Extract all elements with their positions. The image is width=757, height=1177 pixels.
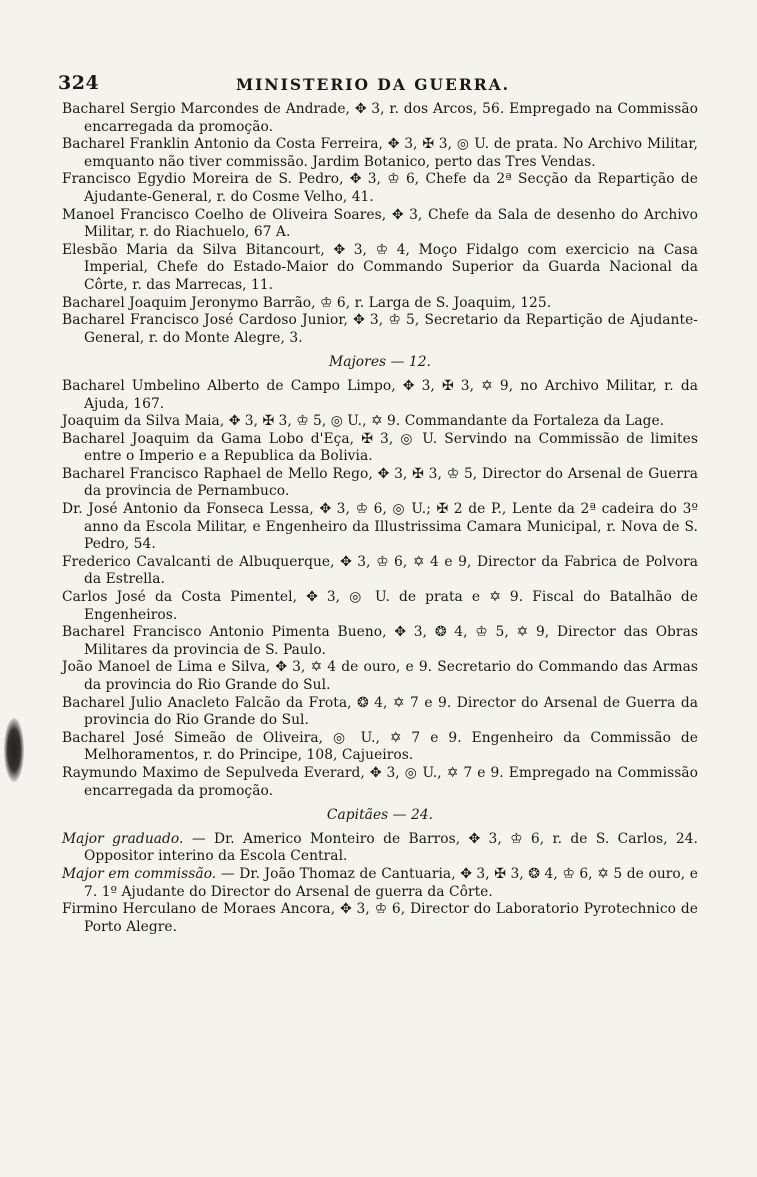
list-item [62,831,698,866]
entry-rank-label: Major em commissão. [62,865,217,882]
list-item: Joaquim da Silva Maia, ✥ 3, ✠ 3, ♔ 5, ◎ U., ✡ 9. Commandante da Fortaleza da Lage. [62,413,665,430]
running-head-title: MINISTERIO DA GUERRA. [236,75,511,94]
entry-text: — Dr. Americo Monteiro de Barros, ✥ 3, ♔ 6, r. de S. Carlos, 24. Oppositor interino da Escola Central. [84,830,698,865]
margin-bleed-through [6,0,46,90]
list-item: Bacharel Francisco Raphael de Mello Rego, ✥ 3, ✠ 3, ♔ 5, Director do Arsenal de Guerra da provincia de Pernambuco. [62,465,698,500]
list-item: Bacharel Francisco José Cardoso Junior, ✥ 3, ♔ 5, Secretario da Repartição de Ajudante-General, r. do Monte Alegre, 3. [62,312,698,346]
section-heading-majores: Majores — 12. [329,354,431,371]
page-body [62,101,698,936]
list-item: Bacharel Julio Anacleto Falcão da Frota, ❂ 4, ✡ 7 e 9. Director do Arsenal de Guerra da provincia do Rio Grande do Sul. [62,694,698,729]
entries-top-list [62,101,698,347]
list-item: Manoel Francisco Coelho de Oliveira Soares, ✥ 3, Chefe da Sala de desenho do Archivo Militar, r. do Riachuelo, 67 A. [62,206,698,241]
entry-text: Firmino Herculano de Moraes Ancora, ✥ 3, ♔ 6, Director do Laboratorio Pyrotechnico de Porto Alegre. [62,901,698,935]
list-item: Bacharel Joaquim da Gama Lobo d'Eça, ✠ 3, ◎ U. Servindo na Commissão de limites entre o Imperio e a Republica da Bolivia. [62,430,698,465]
list-item: Bacharel Sergio Marcondes de Andrade, ✥ 3, r. dos Arcos, 56. Empregado na Commissão encarregada da promoção. [62,101,698,135]
section-heading-capitaes: Capitães — 24. [326,807,434,824]
list-item: Bacharel Franklin Antonio da Costa Ferreira, ✥ 3, ✠ 3, ◎ U. de prata. No Archivo Militar, emquanto não tiver commissão. Jardim Botanico, perto das Tres Vendas. [62,136,698,170]
list-item: Francisco Egydio Moreira de S. Pedro, ✥ 3, ♔ 6, Chefe da 2ª Secção da Repartição de Ajudante-General, r. do Cosme Velho, 41. [62,171,698,205]
list-item [62,901,698,936]
list-item [62,866,698,901]
entries-majores-list [62,378,698,800]
list-item: Bacharel Joaquim Jeronymo Barrão, ♔ 6, r. Larga de S. Joaquim, 125. [62,294,552,311]
page-number: 324 [58,72,100,94]
list-item: Raymundo Maximo de Sepulveda Everard, ✥ 3, ◎ U., ✡ 7 e 9. Empregado na Commissão encarregada da promoção. [62,764,698,799]
margin-ink-stain [4,718,24,782]
entries-capitaes-list [62,831,698,937]
list-item: João Manoel de Lima e Silva, ✥ 3, ✡ 4 de ouro, e 9. Secretario do Commando das Armas da provincia do Rio Grande do Sul. [62,659,698,693]
entry-rank-label: Major graduado. [62,830,184,847]
list-item: Dr. José Antonio da Fonseca Lessa, ✥ 3, ♔ 6, ◎ U.; ✠ 2 de P., Lente da 2ª cadeira do 3º anno da Escola Militar, e Engenheiro da Illustrissima Camara Municipal, r. Nova de S. Pedro, 54. [62,501,698,553]
list-item: Bacharel José Simeão de Oliveira, ◎ U., ✡ 7 e 9. Engenheiro da Commissão de Melhoramentos, r. do Principe, 108, Cajueiros. [62,729,698,764]
entry-text: — Dr. João Thomaz de Cantuaria, ✥ 3, ✠ 3, ❂ 4, ♔ 6, ✡ 5 de ouro, e 7. 1º Ajudante do Director do Arsenal de guerra da Côrte. [84,865,698,900]
list-item: Frederico Cavalcanti de Albuquerque, ✥ 3, ♔ 6, ✡ 4 e 9, Director da Fabrica de Polvora da Estrella. [62,553,698,588]
page-header [58,72,698,98]
list-item: Carlos José da Costa Pimentel, ✥ 3, ◎ U. de prata e ✡ 9. Fiscal do Batalhão de Engenheiros. [62,589,698,623]
list-item: Bacharel Francisco Antonio Pimenta Bueno, ✥ 3, ❂ 4, ♔ 5, ✡ 9, Director das Obras Militares da provincia de S. Paulo. [62,624,698,658]
list-item: Elesbão Maria da Silva Bitancourt, ✥ 3, ♔ 4, Moço Fidalgo com exercicio na Casa Imperial, Chefe do Estado-Maior do Commando Superior da Guarda Nacional da Côrte, r. das Marrecas, 11. [62,241,698,293]
list-item: Bacharel Umbelino Alberto de Campo Limpo, ✥ 3, ✠ 3, ✡ 9, no Archivo Militar, r. da Ajuda, 167. [62,377,698,412]
